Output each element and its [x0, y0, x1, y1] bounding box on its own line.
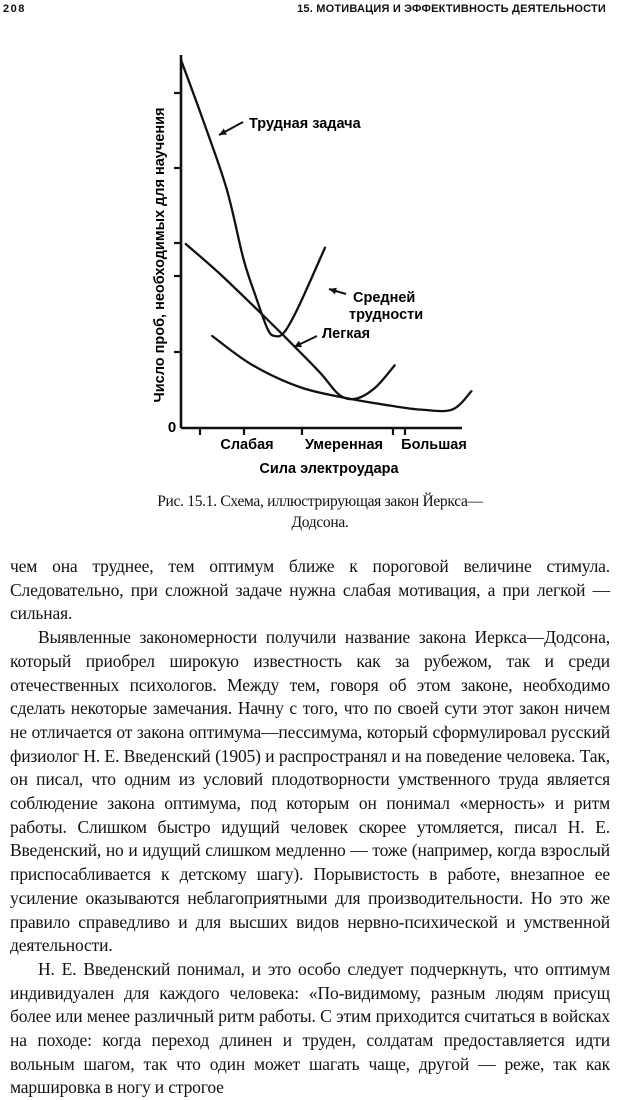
- series-easy-task: [212, 336, 471, 411]
- chart-series: [181, 60, 471, 411]
- arrow-medium-task: [329, 288, 346, 295]
- label-medium-task-line2: трудности: [349, 307, 424, 323]
- chart-labels: [152, 108, 467, 477]
- label-easy-task: Легкая: [322, 326, 371, 342]
- yerkes-dodson-chart: [0, 40, 620, 490]
- running-title: 15. МОТИВАЦИЯ И ЭФФЕКТИВНОСТЬ ДЕЯТЕЛЬНОСТИ: [297, 3, 606, 15]
- y-zero-label: 0: [167, 419, 177, 436]
- x-tick-label: Умеренная: [304, 437, 384, 453]
- x-axis-label: Сила электроудара: [259, 461, 399, 477]
- arrow-hard-task: [219, 122, 243, 135]
- figure-caption: Рис. 15.1. Схема, иллюстрирующая закон Йеркса—Додсона.: [157, 493, 483, 531]
- paragraph-3: Н. Е. Введенский понимал, и это особо следует подчеркнуть, что оптимум индивидуален для каждого человека: «По-видимому, разным людям присущ более или менее различный ритм работы. С этим приходится считаться в войсках на походе: когда переход длинен и труден, солдатам предоставляется идти вольным шагом, так что один может шагать чаще, другой — реже, так как маршировка в ногу и строгое: [10, 958, 610, 1098]
- chart-axes: [174, 55, 462, 435]
- series-hard-task: [181, 60, 325, 336]
- label-hard-task: Трудная задача: [249, 116, 361, 132]
- figure-yerkes-dodson: [0, 40, 620, 490]
- y-axis-label: Число проб, необходимых для научения: [152, 107, 168, 403]
- page-header: [0, 0, 620, 22]
- body-text: [10, 555, 610, 1100]
- arrow-easy-task: [294, 336, 317, 347]
- paragraph-2: Выявленные закономерности получили название закона Иеркса—Додсона, который приобрел широкую известность как за рубежом, так и среди отечественных психологов. Между тем, говоря об этом законе, необходимо сделать некоторые замечания. Начну с того, что по своей сути этот закон ничем не отличается от закона оптимума—пессимума, который сформулировал русский физиолог Н. Е. Введенский (1905) и распространял и на поведение человека. Так, он писал, что одним из условий плодотворности умственного труда является соблюдение закона оптимума, под которым он понимал «мерность» и ритм работы. Слишком быстро идущий человек скорее утомляется, писал Н. Е. Введенский, но и идущий слишком медленно — тоже (например, когда взрослый приспосабливается к детскому шагу). Порывистость в работе, внезапное ее усиление оказываются неблагоприятными для производительности. Но это же правило справедливо и для высших видов нервно-психической и умственной деятельности.: [10, 627, 610, 956]
- paragraph-1: чем она труднее, тем оптимум ближе к пороговой величине стимула. Следовательно, при сложной задаче нужна слабая мотивация, а при легкой — сильная.: [10, 556, 610, 624]
- label-medium-task: Средней: [353, 290, 416, 306]
- x-tick-label: Слабая: [220, 437, 274, 453]
- x-tick-label: Большая: [401, 437, 467, 453]
- page-number: 208: [3, 3, 26, 15]
